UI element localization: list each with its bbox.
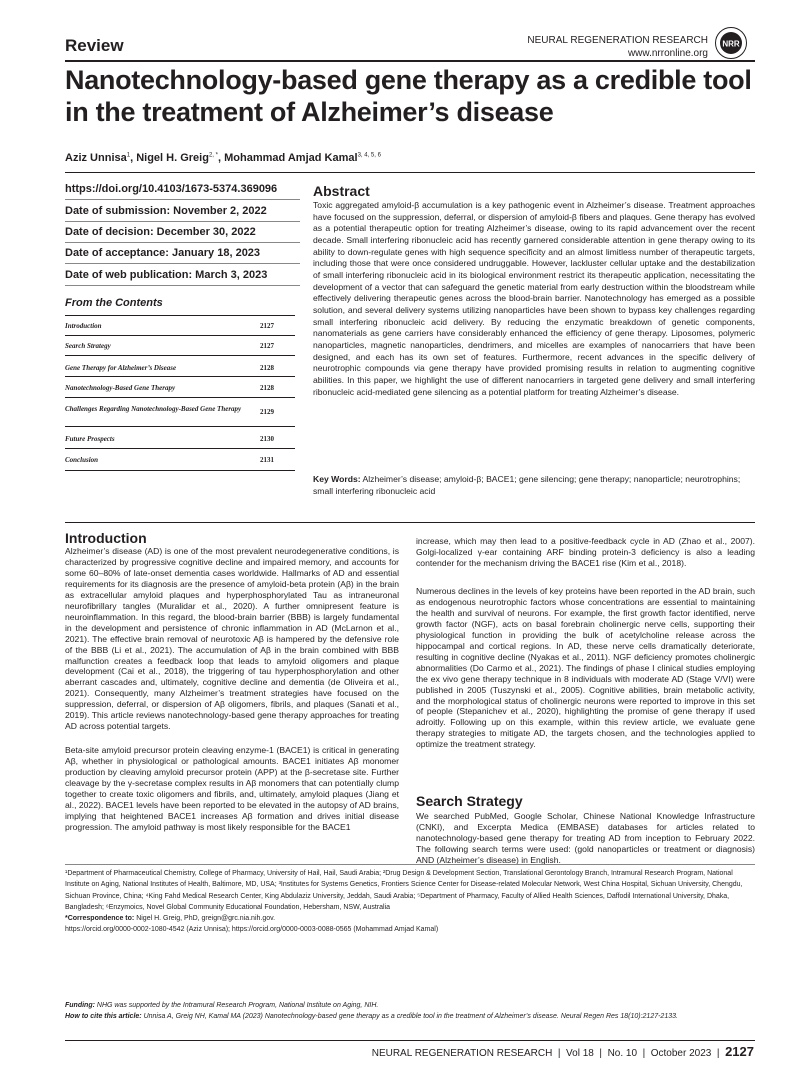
page-footer: NEURAL REGENERATION RESEARCH | Vol 18 | No. 10 | October 2023 | 2127 — [371, 1044, 754, 1059]
funding-block — [65, 1000, 755, 1023]
toc-label: Challenges Regarding Nanotechnology-Based Gene Therapy — [65, 405, 242, 413]
toc-page: 2131 — [260, 456, 274, 464]
meta-divider — [65, 285, 300, 286]
keywords-list: Alzheimer’s disease; amyloid-β; BACE1; gene silencing; gene therapy; nanoparticle; neurotrophins; small interfering ribonucleic acid — [313, 474, 741, 496]
meta-divider — [65, 221, 300, 222]
funding — [65, 1000, 755, 1011]
toc-page: 2130 — [260, 435, 274, 443]
toc-page: 2128 — [260, 364, 274, 372]
toc-divider — [65, 315, 295, 316]
intro-paragraph-2: Beta-site amyloid precursor protein cleaving enzyme-1 (BACE1) is critical in generating Aβ, whether in physiological or pathological amounts. BACE1 initiates Aβ monomer production by cleaving amyloid precursor protein (APP) at the β-secretase site. Further cleavage by the γ-secretase complex results in Aβ monomers that can potentially clump together to create toxic oligomers and fibrils, and, ultimately, amyloid plaques (Jiang et al., 2022). BACE1 levels have been reported to be elevated in the autopsy of AD brains, implying that heightened BACE1 increases Aβ formation and drives initial disease progression. The amyloid pathway is most likely responsible for the BACE1 — [65, 745, 399, 832]
toc-label: Gene Therapy for Alzheimer’s Disease — [65, 364, 177, 372]
toc-divider — [65, 335, 295, 336]
article-title: Nanotechnology-based gene therapy as a credible tool in the treatment of Alzheimer’s disease — [65, 65, 752, 127]
author-affiliation: 2, * — [208, 152, 218, 159]
author-rule — [65, 172, 755, 173]
toc-label: Introduction — [65, 322, 102, 330]
toc-divider — [65, 426, 295, 427]
search-strategy-heading: Search Strategy — [416, 793, 523, 809]
author-name: Mohammad Amjad Kamal — [224, 152, 358, 164]
footer-date: October 2023 — [650, 1048, 712, 1059]
footer-issue: No. 10 — [607, 1048, 638, 1059]
abstract-rule — [65, 522, 755, 523]
web-publication-date: Date of web publication: March 3, 2023 — [65, 269, 268, 281]
meta-divider — [65, 242, 300, 243]
toc-divider — [65, 470, 295, 471]
header-rule — [65, 60, 755, 62]
toc-page: 2127 — [260, 322, 274, 330]
footer-journal: NEURAL REGENERATION RESEARCH — [371, 1048, 553, 1059]
section-label: Review — [65, 36, 124, 55]
funding-text: NHG was supported by the Intramural Research Program, National Institute on Aging, NIH. — [96, 1002, 379, 1009]
footnote-rule — [65, 864, 755, 865]
journal-name: NEURAL REGENERATION RESEARCH — [527, 35, 708, 46]
toc-label: Nanotechnology-Based Gene Therapy — [65, 384, 176, 392]
intro-paragraph-3: increase, which may then lead to a positive-feedback cycle in AD (Zhao et al., 2007). Golgi-localized γ-ear containing ARF binding protein-3 deficiency is also a leading contender for the mechanism driving the BACE1 rise (Kim et al., 2018). — [416, 536, 755, 568]
footer-volume: Vol 18 — [566, 1048, 594, 1059]
author-name: Nigel H. Greig — [136, 152, 209, 164]
submission-date: Date of submission: November 2, 2022 — [65, 205, 267, 217]
keywords — [313, 474, 755, 497]
orcid-links[interactable]: https://orcid.org/0000-0002-1080-4542 (Aziz Unnisa); https://orcid.org/0000-0003-0088-0565 (Mohammad Amjad Kamal) — [65, 926, 439, 934]
toc-divider — [65, 397, 295, 398]
decision-date: Date of decision: December 30, 2022 — [65, 226, 256, 238]
author-affiliation: 3, 4, 5, 6 — [357, 152, 381, 159]
abstract-body: Toxic aggregated amyloid-β accumulation is a key pathogenic event in Alzheimer’s disease. Treatment approaches have focused on the suppression, deferral, or dispersion of amyloid-β fibers and plaques. Gene therapy has evolved as a potential therapeutic option for treating Alzheimer’s disease, owing to its rapid advancement over the recent decade. Small interfering ribonucleic acid has recently garnered considerable attention in gene therapy owing to its ability to down-regulate genes with high sequence specificity and an almost limitless number of therapeutic targets, including those that were once considered undruggable. However, lackluster cellular uptake and the destabilization of small interfering ribonucleic acid in its biological environment restrict its therapeutic application, necessitating the development of a vector that can safeguard the genetic material from early destruction within the bloodstream while effectively delivering therapeutic genes across the blood-brain barrier. Nanotechnology has emerged as a possible solution, and several delivery systems utilizing nanoparticles have been shown to bypass key challenges regarding small interfering ribonucleic acid delivery. By reducing the enzymatic breakdown of genetic components, nanomaterials as gene carriers have considerably enhanced the efficiency of gene therapy. Liposomes, polymeric nanoparticles, magnetic nanoparticles, dendrimers, and micelles are examples of nanocarriers that have been designed, and each has its own set of features. Furthermore, recent advances in the specific delivery of neurotrophic compounds via gene therapy have provided promising results in relation to augmenting cognitive abilities. In this paper, we highlight the use of different nanocarriers in targeted gene delivery and small interfering ribonucleic acid-mediated gene silencing as a potential platform for treating Alzheimer’s disease. — [313, 200, 755, 397]
acceptance-date: Date of acceptance: January 18, 2023 — [65, 247, 261, 259]
logo-text: NRR — [722, 39, 740, 49]
intro-paragraph-1: Alzheimer’s disease (AD) is one of the most prevalent neurodegenerative conditions, is characterized by progressive cognitive decline and impaired memory, and accounts for some 60–80% of late-onset dementia cases worldwide. Hallmarks of AD and essential requirements for its diagnosis are the presence of amyloid-beta protein (Aβ) in the brain as extracellular amyloid plaques and hyperphosphorylated Tau as intraneuronal neurofibrillary tangles (Muralidar et al., 2020). A further omnipresent feature is neuroinflammation. In this regard, the blood-brain barrier (BBB) is largely fundamental in the development and persistence of chronic inflammation in AD (McLarnon et al., 2021). The effective brain removal of neurotoxic Aβ is hampered by the defensive role of the BBB (Li et al., 2021). The accumulation of Aβ in the brain combined with BBB malfunction creates a feedback loop that leads to amyloid oligomers and plaque development (Cai et al., 2018), the triggering of tau hyperphosphorylation and other aberrant cascades and, ultimately, cognitive decline and dementia (de Oliveira et al., 2021). Consequently, many Alzheimer’s treatment strategies have focused on the suppression, deferral, or dispersion of Aβ oligomers, fibrils, and plaques (Sanati et al., 2019). This article reviews nanotechnology-based gene therapy approaches for treating AD across potential targets. — [65, 546, 399, 732]
toc-divider — [65, 448, 295, 449]
cite-text: Unnisa A, Greig NH, Kamal MA (2023) Nanotechnology-based gene therapy as a credible tool in the treatment of Alzheimer’s disease. Neural Regen Res 18(10):2127-2133. — [143, 1013, 678, 1021]
meta-divider — [65, 199, 300, 200]
toc-label: Future Prospects — [65, 435, 115, 443]
correspondence — [65, 913, 755, 924]
correspondence-label: *Correspondence to: — [65, 915, 135, 923]
abstract-heading: Abstract — [313, 183, 370, 199]
citation — [65, 1011, 755, 1022]
affiliations: ¹Department of Pharmaceutical Chemistry, College of Pharmacy, University of Hail, Hail, Saudi Arabia; ²Drug Design & Development Section, Translational Gerontology Branch, Intramural Research Program, National Institute on Aging, National Institutes of Health, Baltimore, MD, USA; ³Institutes for Systems Genetics, Frontiers Science Center for Disease-related Molecular Network, West China Hospital, Sichuan University, Chengdu, Sichuan Province, China; ⁴King Fahd Medical Research Center, King Abdulaziz University, Jeddah, Saudi Arabia; ⁵Department of Pharmacy, Faculty of Allied Health Sciences, Daffodil International University, Dhaka, Bangladesh; ⁶Enzymoics, Novel Global Community Educational Foundation, Hebersham, NSW, Australia — [65, 870, 743, 911]
toc-label: Conclusion — [65, 456, 99, 464]
intro-paragraph-4: Numerous declines in the levels of key proteins have been reported in the AD brain, such as endogenous neurotrophic factors whose concentrations are essential to maintaining the health and survival of neurons. For example, the first growth factor identified, nerve growth factor (NGF), acts on basal forebrain cholinergic nerve cells, supporting their physiological function in providing the bulk of acetylcholine release across the hippocampal and cortical regions. In AD, these nerve cells dramatically deteriorate, resulting in cognitive decline (Nyakas et al., 2011). NGF deficiency promotes cholinergic abnormalities (Do Carmo et al., 2021). The findings of phase I clinical studies employing the ex vivo gene therapy technique in 8 individuals with moderate AD (Stage V/VI) were published in 2005 (Tuszynski et al., 2005). Cognitive abilities, brain metabolic activity, and the morphological status of cholinergic neurons were reported to improve in this set of people (Stepanichev et al., 2020), highlighting the promise of gene therapy if used adroitly. Following up on this example, within this review article, we evaluate gene therapy strategies to mitigate AD, the targets chosen, and the technologies applied to optimize the treatment strategy. — [416, 586, 755, 750]
author-name: Aziz Unnisa — [65, 152, 127, 164]
contents-title: From the Contents — [65, 297, 163, 309]
author-affiliation: 1 — [126, 152, 131, 159]
funding-label: Funding: — [65, 1002, 95, 1009]
toc-page: 2128 — [260, 384, 274, 392]
introduction-heading: Introduction — [65, 530, 147, 546]
toc-divider — [65, 376, 295, 377]
journal-header — [527, 34, 708, 60]
cite-label: How to cite this article: — [65, 1013, 142, 1021]
footer-rule — [65, 1040, 755, 1041]
author-list: Aziz Unnisa$^1$, Nigel H. Greig$^{2, *}$, Mohammad Amjad Kamal$^{3, 4, 5, 6}$ — [65, 152, 381, 164]
doi-link[interactable]: https://doi.org/10.4103/1673-5374.369096 — [65, 183, 278, 195]
search-strategy-text: We searched PubMed, Google Scholar, Chinese National Knowledge Infrastructure (CNKI), and Excerpta Medica (EMBASE) databases for articles related to nanotechnology-based gene therapy for treating AD from inception to February 2022. The following search terms were used: (gold nanoparticles or treatment or diagnosis) AND (Alzheimer’s disease) in English. — [416, 811, 755, 865]
meta-divider — [65, 263, 300, 264]
keywords-label: Key Words: — [313, 474, 361, 484]
journal-logo — [714, 26, 748, 60]
footnotes — [65, 868, 755, 936]
toc-label: Search Strategy — [65, 342, 111, 350]
correspondence-text[interactable]: Nigel H. Greig, PhD, greign@grc.nia.nih.gov. — [136, 915, 276, 923]
journal-url[interactable]: www.nrronline.org — [627, 48, 708, 59]
toc-divider — [65, 355, 295, 356]
page-number: 2127 — [725, 1044, 754, 1059]
toc-page: 2127 — [260, 342, 274, 350]
toc-page: 2129 — [260, 408, 274, 416]
